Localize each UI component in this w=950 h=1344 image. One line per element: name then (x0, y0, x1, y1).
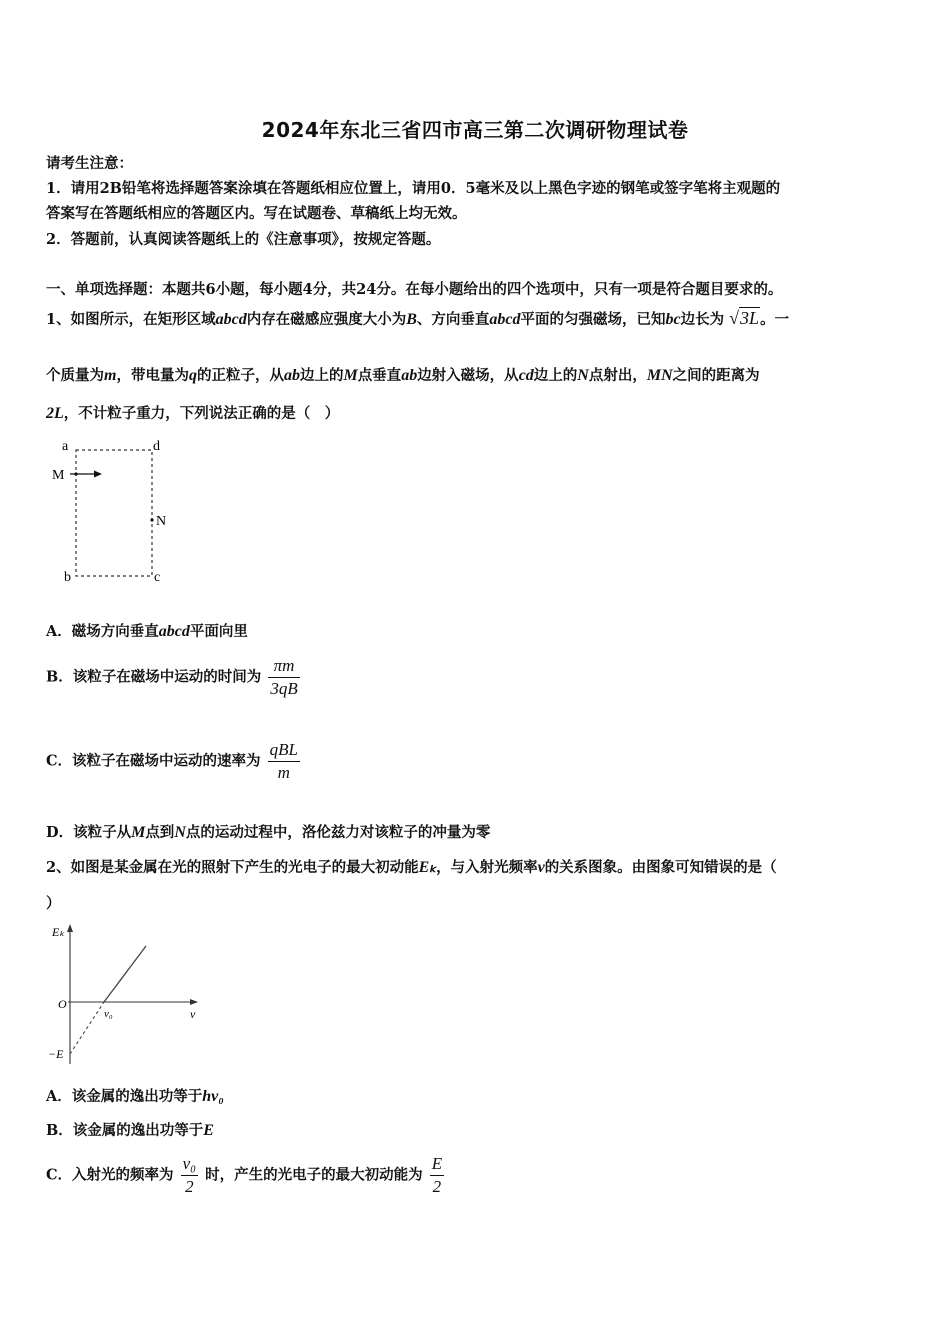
var-2L: 2L (46, 405, 64, 422)
label-c: c (154, 570, 161, 585)
var-cd: cd (518, 367, 534, 384)
var-Ek: Eₖ (418, 859, 437, 876)
option-text: D．该粒子从 (46, 824, 132, 841)
y-axis-arrow-icon (67, 924, 73, 932)
q1-stem-line-2 (46, 364, 760, 385)
fraction-time (268, 655, 299, 700)
var-B: B (406, 311, 417, 328)
option-text: 点到 (145, 824, 175, 841)
q2-text: 2、如图是某金属在光的照射下产生的光电子的最大初动能 (46, 859, 419, 876)
var-abcd: abcd (489, 311, 521, 328)
fraction-denominator: 2 (432, 1177, 442, 1196)
var-abcd: abcd (158, 623, 190, 640)
fraction-frequency (181, 1153, 198, 1198)
q2-text: ，与入射光频率 (436, 859, 538, 876)
q2-stem-line-2: ） (46, 895, 61, 912)
q2-stem-line-1 (46, 856, 777, 877)
q2-option-a[interactable] (46, 1085, 224, 1106)
x-axis-label: v (190, 1007, 196, 1021)
q1-option-a[interactable] (46, 620, 248, 641)
var-M: M (131, 824, 146, 841)
q2-option-b[interactable] (46, 1119, 214, 1140)
sqrt-radicand: 3L (740, 308, 760, 328)
var-nu: v (537, 859, 545, 876)
q1-text: 个质量为 (46, 367, 104, 384)
label-a: a (62, 439, 69, 454)
notice-line-3: 2．答题前，认真阅读答题纸上的《注意事项》，按规定答题。 (46, 231, 441, 248)
q1-text: 边上的 (299, 367, 344, 384)
fraction-numerator: v₀ (181, 1153, 198, 1176)
fraction-denominator: 2 (185, 1177, 194, 1196)
notice-heading: 请考生注意： (46, 155, 133, 172)
var-N: N (577, 367, 589, 384)
magnetic-region-boundary (76, 450, 152, 576)
q1-option-d[interactable] (46, 821, 490, 842)
q1-text: 内存在磁感应强度大小为 (246, 311, 407, 328)
option-text: A．磁场方向垂直 (46, 623, 159, 640)
var-N: N (174, 824, 186, 841)
option-text: 平面向里 (189, 623, 248, 640)
fraction-numerator: qBL (268, 739, 300, 762)
ek-vs-frequency-line (104, 946, 146, 1002)
fraction-denominator: 3qB (270, 679, 298, 698)
x-axis-arrow-icon (190, 999, 198, 1005)
q1-stem-line-3 (46, 402, 339, 423)
var-E: E (203, 1122, 214, 1139)
q1-text: 点垂直 (357, 367, 402, 384)
label-M: M (52, 468, 65, 483)
label-N: N (156, 514, 167, 529)
q1-option-c[interactable] (46, 739, 302, 784)
q1-text: 的正粒子，从 (196, 367, 284, 384)
q1-option-b[interactable] (46, 655, 302, 700)
option-text: 点的运动过程中，洛伦兹力对该粒子的冲量为零 (185, 824, 491, 841)
intercept-label: −E (48, 1047, 64, 1061)
label-d: d (153, 439, 160, 454)
fraction-numerator: E (430, 1153, 444, 1176)
q1-text: 之间的距离为 (672, 367, 760, 384)
var-h-nu0: hv₀ (202, 1088, 224, 1105)
point-N (150, 518, 153, 521)
fraction-denominator: m (277, 763, 290, 782)
var-abcd: abcd (215, 311, 247, 328)
q1-text: ，带电量为 (116, 367, 189, 384)
option-text: B．该金属的逸出功等于 (46, 1122, 204, 1139)
q1-stem-line-1 (46, 308, 789, 329)
notice-line-2: 答案写在答题纸相应的答题区内。写在试题卷、草稿纸上均无效。 (46, 205, 467, 222)
threshold-frequency-label: v₀ (104, 1008, 113, 1020)
option-text: C．该粒子在磁场中运动的速率为 (46, 752, 261, 770)
y-axis-label: Eₖ (52, 925, 65, 939)
label-b: b (64, 570, 71, 585)
fraction-numerator: πm (268, 655, 299, 678)
q1-text: 边长为 (680, 311, 725, 328)
q1-text: 平面的匀强磁场，已知 (520, 311, 666, 328)
extrapolated-line (70, 1002, 104, 1054)
origin-label: O (58, 997, 67, 1011)
var-MN: MN (646, 367, 673, 384)
var-m: m (104, 367, 117, 384)
notice-line-1: 1．请用2B铅笔将选择题答案涂填在答题纸相应位置上，请用0．5毫米及以上黑色字迹的钢笔或签字笔将主观题的 (46, 180, 781, 197)
q2-text: 的关系图象。由图象可知错误的是（ (544, 859, 777, 876)
q1-text: 1、如图所示，在矩形区域 (46, 311, 216, 328)
page-title: 2024年东北三省四市高三第二次调研物理试卷 (261, 118, 689, 142)
var-bc: bc (665, 311, 681, 328)
option-text: A．该金属的逸出功等于 (46, 1088, 203, 1105)
var-M: M (343, 367, 358, 384)
var-ab: ab (283, 367, 300, 384)
var-q: q (188, 367, 197, 384)
option-text: B．该粒子在磁场中运动的时间为 (46, 668, 262, 686)
q1-text: 边上的 (533, 367, 578, 384)
q2-option-c[interactable] (46, 1153, 446, 1198)
arrow-head-icon (94, 471, 102, 478)
q1-text: 。一 (760, 311, 790, 328)
q1-figure-rectangle (40, 436, 190, 586)
q1-text: 边射入磁场，从 (417, 367, 519, 384)
var-ab: ab (401, 367, 418, 384)
q1-text: ，不计粒子重力，下列说法正确的是（ ） (63, 405, 340, 422)
fraction-energy (430, 1153, 444, 1198)
fraction-speed (268, 739, 300, 784)
sqrt-expression: √3L (729, 308, 760, 328)
q1-text: 点射出， (588, 367, 647, 384)
option-text: 时，产生的光电子的最大初动能为 (205, 1166, 423, 1184)
point-M (74, 472, 77, 475)
q1-text: 、方向垂直 (416, 311, 490, 328)
section-heading: 一、单项选择题：本题共6小题，每小题4分，共24分。在每小题给出的四个选项中，只有一项是符合题目要求的。 (46, 281, 783, 298)
q2-figure-graph (40, 918, 210, 1068)
option-text: C．入射光的频率为 (46, 1166, 174, 1184)
